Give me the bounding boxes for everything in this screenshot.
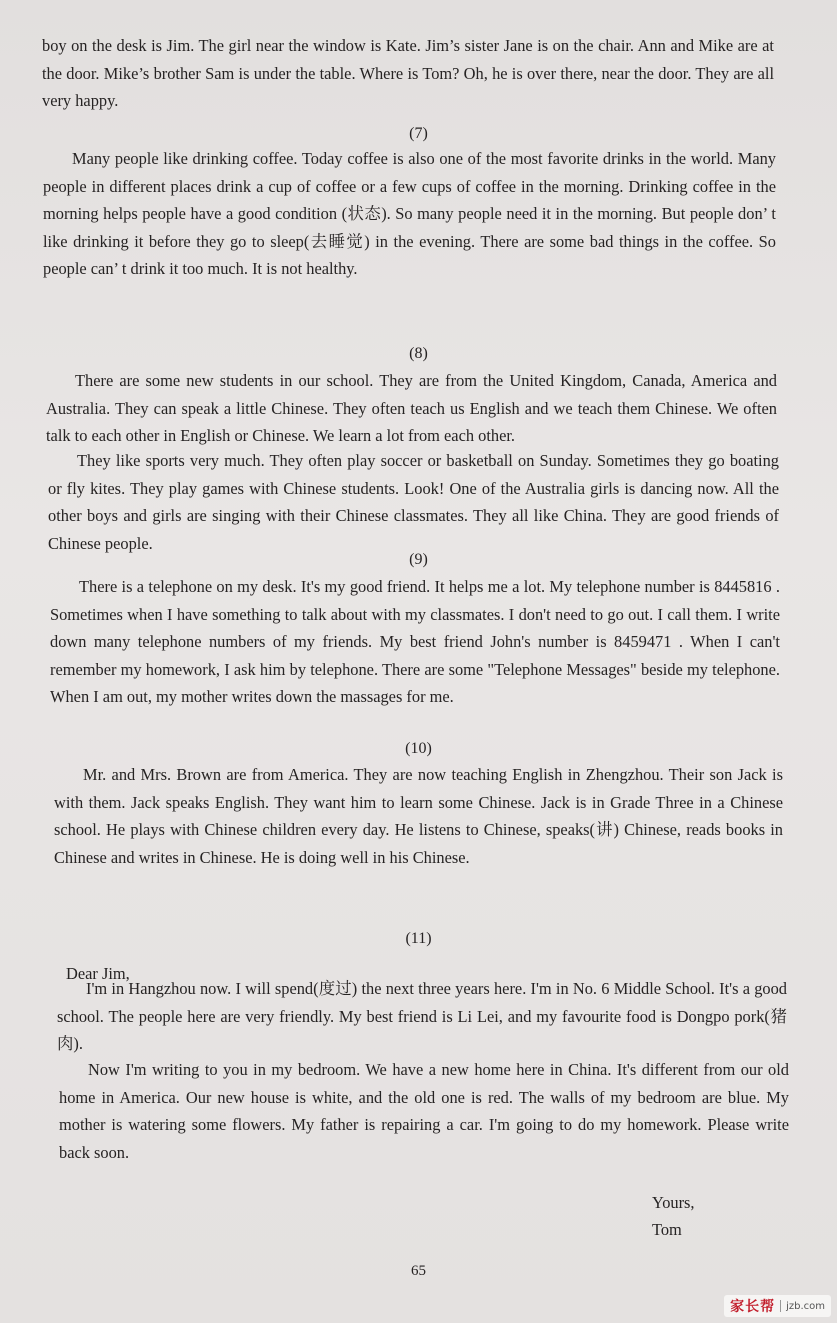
letter-paragraph-2: Now I'm writing to you in my bedroom. We have a new home here in China. It's different from our old home in America. Our new house is white, and the old one is red. The walls of my bedroom are blue. My mother is watering some flowers. My father is repairing a car. I'm going to do my homework. Please write back soon. [59, 1060, 789, 1162]
section-7-paragraph-1: Many people like drinking coffee. Today coffee is also one of the most favorite drinks in the world. Many people in different places drink a cup of coffee or a few cups of coffee in the morning. Drinking coffee in the morning helps people have a good condition (状态). So many people need it in the morning. But people don’ t like drinking it before they go to sleep(去睡觉) in the evening. There are some bad things in the coffee. So people can’ t drink it too much. It is not healthy. [43, 149, 776, 278]
section-10-paragraph-1: Mr. and Mrs. Brown are from America. They are now teaching English in Zhengzhou. Their son Jack is with them. Jack speaks English. They want him to learn some Chinese. Jack is in Grade Three in a Chinese school. He plays with Chinese children every day. He listens to Chinese, speaks(讲) Chinese, reads books in Chinese and writes in Chinese. He is doing well in his Chinese. [54, 765, 783, 867]
letter-paragraph-1: I'm in Hangzhou now. I will spend(度过) the next three years here. I'm in No. 6 Middle School. It's a good school. The people here are very friendly. My best friend is Li Lei, and my favourite food is Dongpo pork(猪肉). [57, 979, 787, 1053]
letter-closing: Yours, [652, 1193, 695, 1212]
section-8-paragraph-1: There are some new students in our school. They are from the United Kingdom, Canada, America and Australia. They can speak a little Chinese. They often teach us English and we teach them Chinese. We often talk to each other in English or Chinese. We learn a lot from each other. [46, 371, 777, 445]
intro-paragraph: boy on the desk is Jim. The girl near the window is Kate. Jim’s sister Jane is on the chair. Ann and Mike are at the door. Mike’s brother Sam is under the table. Where is Tom? Oh, he is over there, near the door. They are all very happy. [42, 36, 774, 110]
watermark-url: jzb.com [786, 1300, 825, 1312]
watermark [724, 1295, 831, 1317]
watermark-divider [780, 1300, 781, 1312]
section-heading-10: (10) [405, 740, 432, 757]
section-heading-9: (9) [409, 551, 428, 568]
letter-signature: Tom [652, 1220, 682, 1239]
section-heading-8: (8) [409, 345, 428, 362]
letter-salutation: Dear Jim, [66, 964, 130, 983]
watermark-logo: 家长帮 [730, 1299, 776, 1315]
section-heading-7: (7) [409, 125, 428, 142]
section-9-paragraph-1: There is a telephone on my desk. It's my good friend. It helps me a lot. My telephone number is 8445816 . Sometimes when I have something to talk about with my classmates. I don't need to go out. I call them. I write down many telephone numbers of my friends. My best friend John's number is 8459471 . When I can't remember my homework, I ask him by telephone. There are some "Telephone Messages" beside my telephone. When I am out, my mother writes down the massages for me. [50, 577, 780, 706]
section-8-paragraph-2: They like sports very much. They often play soccer or basketball on Sunday. Sometimes they go boating or fly kites. They play games with Chinese students. Look! One of the Australia girls is dancing now. All the other boys and girls are singing with their Chinese classmates. They all like China. They are good friends of Chinese people. [48, 451, 779, 553]
section-heading-11: (11) [405, 930, 432, 947]
page-number: 65 [411, 1263, 426, 1279]
